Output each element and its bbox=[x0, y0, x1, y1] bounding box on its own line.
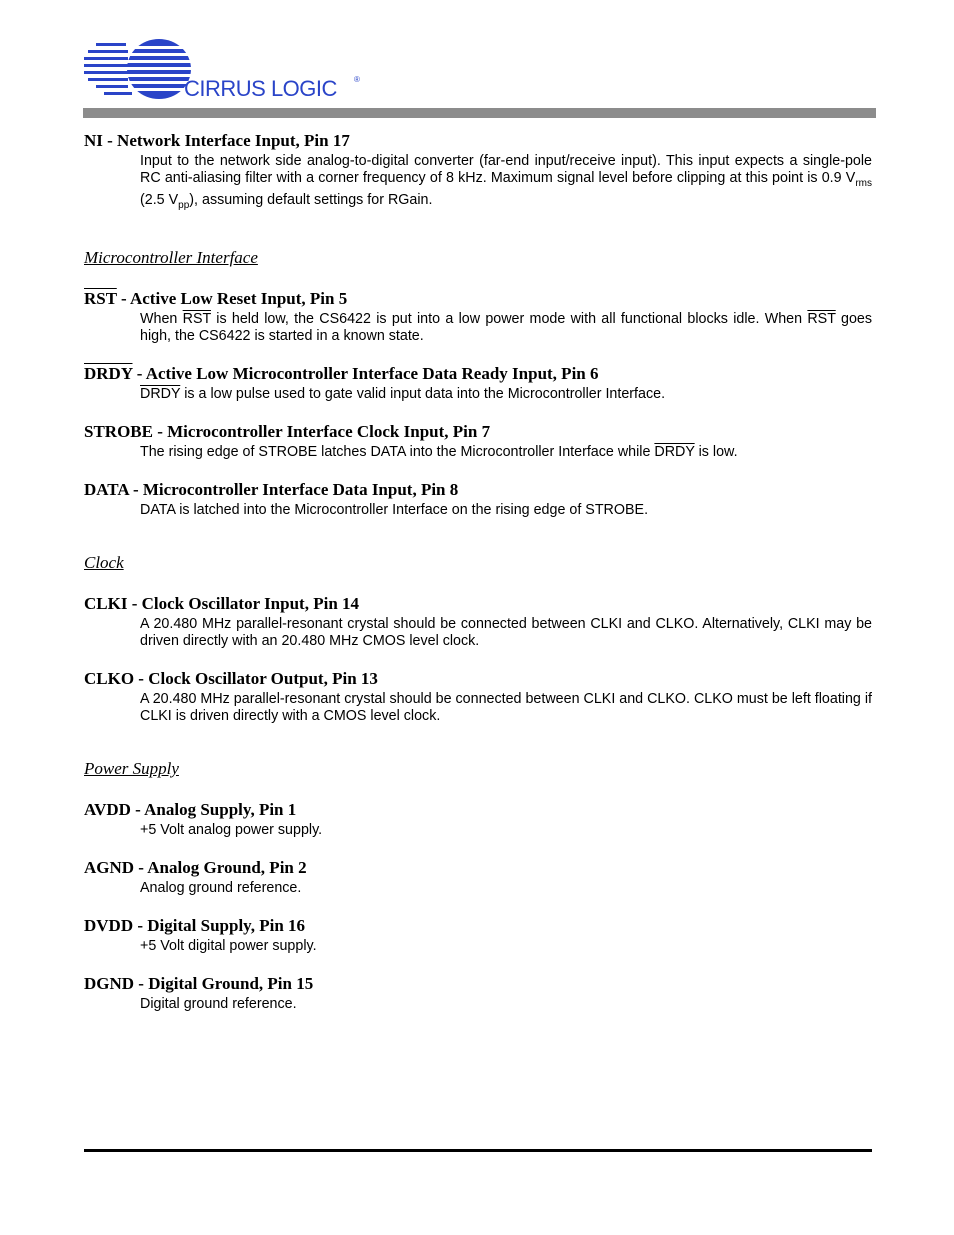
pin-heading-strobe: STROBE - Microcontroller Interface Clock Input, Pin 7 bbox=[84, 421, 491, 441]
pin-desc-ni: Input to the network side analog-to-digital converter (far-end input/receive input). This input expects a single-pole RC anti-aliasing filter with a corner frequency of 8 kHz. Maximum signal level before clipping at this point is 0.9 $V_{rms}$ (2.5 $V_{pp}$), assuming default settings for RGain. bbox=[140, 153, 872, 211]
pin-desc-strobe: The rising edge of STROBE latches DATA into the Microcontroller Interface while DRDY is low. bbox=[140, 443, 738, 460]
pin-heading-dgnd: DGND - Digital Ground, Pin 15 bbox=[84, 973, 314, 993]
pin-desc-drdy: DRDY is a low pulse used to gate valid input data into the Microcontroller Interface. bbox=[140, 385, 666, 402]
pin-desc-clko: A 20.480 MHz parallel-resonant crystal should be connected between CLKI and CLKO. CLKO must be left floating if CLKI is driven directly with a CMOS level clock. bbox=[140, 690, 872, 724]
pin-dvdd bbox=[84, 916, 872, 955]
section-clock: Clock bbox=[84, 552, 124, 572]
pin-ni bbox=[84, 131, 872, 214]
pin-desc-data: DATA is latched into the Microcontroller Interface on the rising edge of STROBE. bbox=[140, 501, 649, 518]
logo-text: CIRRUS LOGIC bbox=[184, 76, 337, 101]
pin-avdd bbox=[84, 800, 872, 839]
pin-desc-rst: When $\overline{RST}$ is held low, the CS6422 is put into a low power mode with all functional blocks idle. When $\overline{RST}$ goes high, the CS6422 is started in a known state. bbox=[140, 310, 872, 344]
footer-rule bbox=[84, 1149, 872, 1152]
pin-heading-drdy: DRDY - Active Low Microcontroller Interface Data Ready Input, Pin 6 bbox=[84, 363, 599, 383]
pin-agnd bbox=[84, 858, 872, 897]
pin-heading-clko: CLKO - Clock Oscillator Output, Pin 13 bbox=[84, 668, 378, 688]
pin-clki bbox=[84, 594, 872, 650]
cirrus-logic-logo bbox=[84, 38, 374, 104]
pin-drdy bbox=[84, 364, 872, 403]
section-microcontroller: Microcontroller Interface bbox=[84, 247, 258, 267]
pin-heading-rst: $\overline{RST}$ - Active Low Reset Input, Pin 5 bbox=[84, 288, 348, 308]
pin-strobe bbox=[84, 422, 872, 461]
registered-mark: ® bbox=[354, 75, 360, 84]
section-power-supply: Power Supply bbox=[84, 758, 179, 778]
pin-desc-agnd: Analog ground reference. bbox=[140, 879, 302, 896]
pin-heading-agnd: AGND - Analog Ground, Pin 2 bbox=[84, 857, 307, 877]
pin-desc-dvdd: +5 Volt digital power supply. bbox=[140, 937, 317, 954]
pin-desc-dgnd: Digital ground reference. bbox=[140, 995, 297, 1012]
pin-heading-data: DATA - Microcontroller Interface Data Input, Pin 8 bbox=[84, 479, 459, 499]
document-body bbox=[84, 131, 872, 1013]
pin-heading-avdd: AVDD - Analog Supply, Pin 1 bbox=[84, 799, 297, 819]
pin-clko bbox=[84, 669, 872, 725]
pin-data bbox=[84, 480, 872, 519]
pin-heading-dvdd: DVDD - Digital Supply, Pin 16 bbox=[84, 915, 306, 935]
pin-rst bbox=[84, 289, 872, 345]
pin-desc-avdd: +5 Volt analog power supply. bbox=[140, 821, 323, 838]
pin-dgnd bbox=[84, 974, 872, 1013]
pin-heading-clki: CLKI - Clock Oscillator Input, Pin 14 bbox=[84, 593, 360, 613]
header-bar bbox=[83, 108, 876, 118]
pin-heading-ni: NI - Network Interface Input, Pin 17 bbox=[84, 131, 350, 150]
pin-desc-clki: A 20.480 MHz parallel-resonant crystal should be connected between CLKI and CLKO. Alternatively, CLKI may be driven directly with an 20.480 MHz CMOS level clock. bbox=[140, 615, 872, 649]
